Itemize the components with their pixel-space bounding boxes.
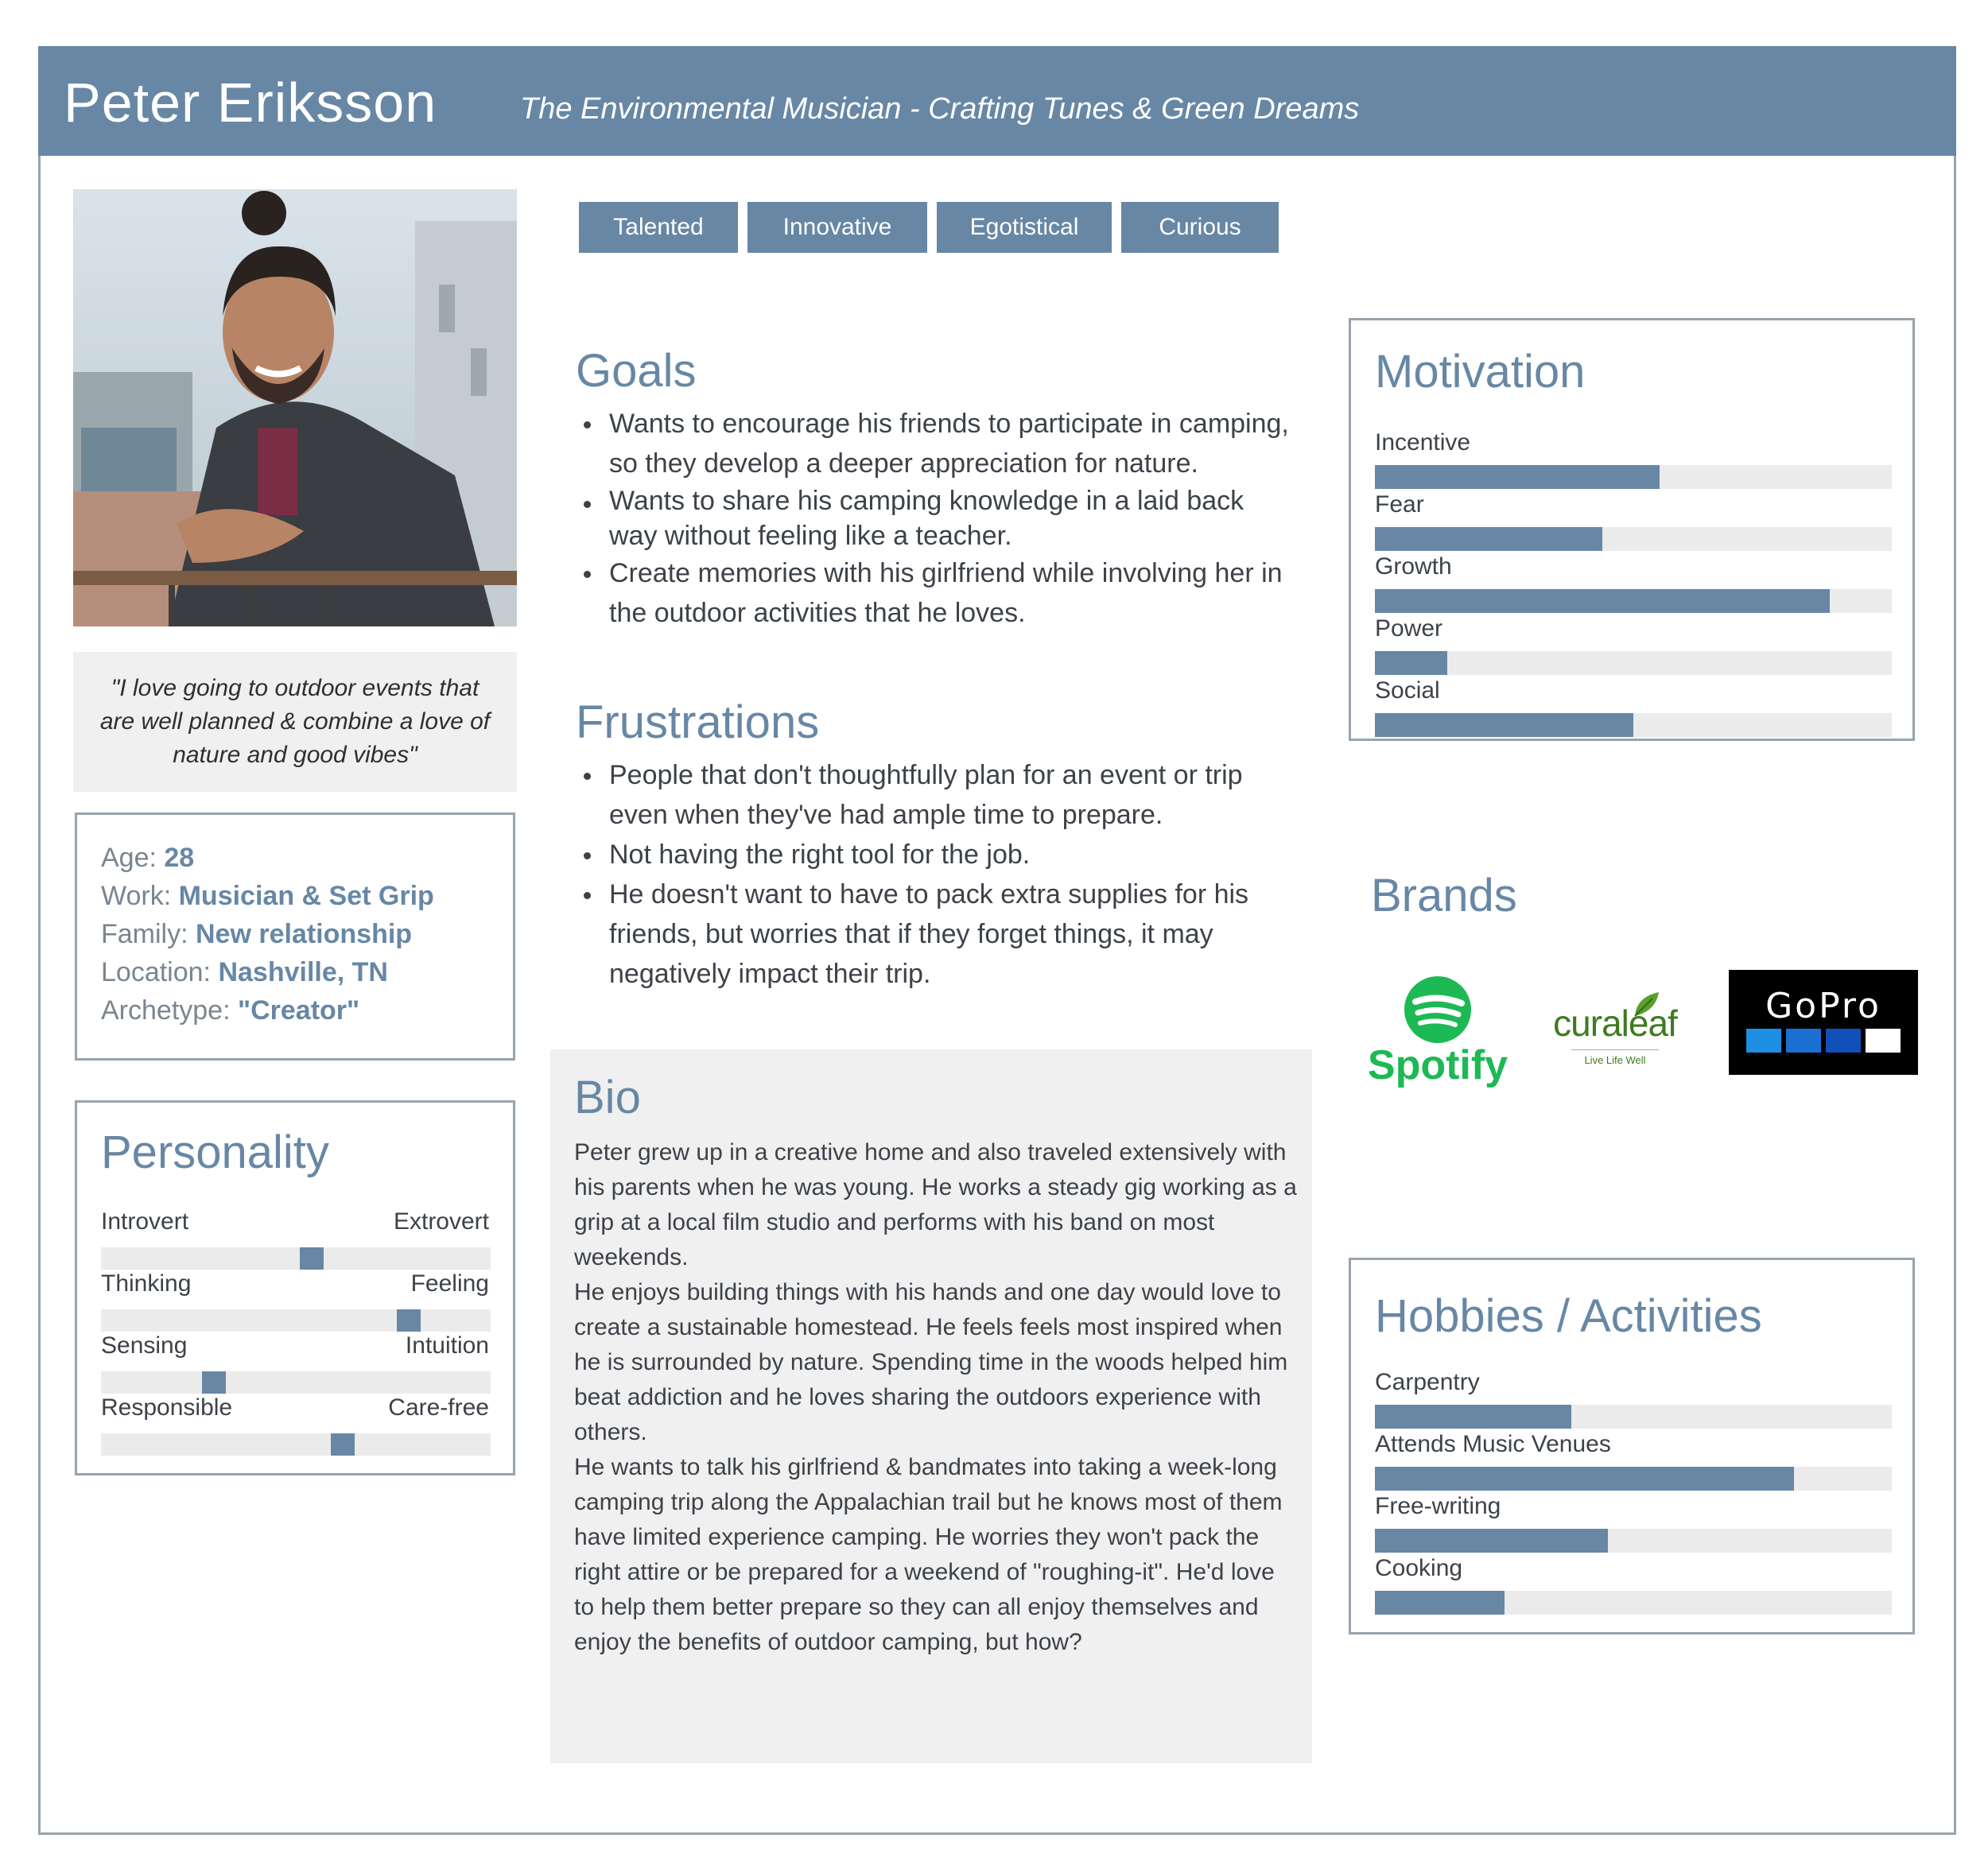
personality-scale-track: [101, 1371, 491, 1394]
persona-photo: [73, 189, 517, 626]
personality-scale-marker: [331, 1433, 355, 1456]
persona-quote: "I love going to outdoor events that are well planned & combine a love of nature and good vibes": [99, 675, 491, 768]
info-age-label: Age:: [101, 843, 165, 873]
hobby-label: Cooking: [1375, 1555, 1463, 1581]
frustration-item: He doesn't want to have to pack extra supplies for his friends, but worries that if they forget things, it may negatively impact their trip.: [580, 874, 1296, 994]
info-archetype-value: "Creator": [237, 995, 360, 1026]
personality-scale-marker: [300, 1247, 324, 1270]
motivation-bar-track: [1375, 651, 1892, 675]
goal-item: Wants to share his camping knowledge in a laid back way without feeling like a teacher.: [580, 483, 1296, 553]
frustrations-title: Frustrations: [576, 696, 820, 748]
gopro-square: [1826, 1029, 1861, 1053]
motivation-label: Growth: [1375, 553, 1452, 580]
trait-tag: Innovative: [747, 202, 927, 253]
hobby-bar-fill: [1375, 1529, 1608, 1553]
trait-tag: Egotistical: [937, 202, 1112, 253]
personality-right-label: Feeling: [410, 1270, 489, 1297]
personality-scale-marker: [202, 1371, 226, 1394]
motivation-bar-track: [1375, 527, 1892, 551]
gopro-square: [1746, 1029, 1781, 1053]
hobby-bar-track: [1375, 1591, 1892, 1615]
gopro-square: [1786, 1029, 1821, 1053]
bio-title: Bio: [574, 1072, 641, 1123]
motivation-label: Power: [1375, 615, 1443, 642]
hobby-bar-fill: [1375, 1467, 1794, 1491]
hobby-label: Carpentry: [1375, 1369, 1480, 1395]
bio-paragraph: He enjoys building things with his hands and one day would love to create a sustainable homestead. He feels feels most inspired when he is surrounded by nature. Spending time in the woods helped him beat addiction and he loves sharing the outdoors experience with others.: [574, 1279, 1288, 1445]
info-location-label: Location:: [101, 957, 219, 987]
personality-title: Personality: [101, 1127, 329, 1178]
personality-box: [75, 1100, 515, 1476]
bio-box: [550, 1049, 1312, 1763]
gopro-wordmark: GoPro: [1765, 986, 1881, 1026]
motivation-bar-track: [1375, 713, 1892, 737]
motivation-bar-fill: [1375, 465, 1660, 489]
motivation-box: [1349, 318, 1915, 741]
frustration-item: People that don't thoughtfully plan for an event or trip even when they've had ample time to prepare.: [580, 755, 1296, 835]
hobby-label: Attends Music Venues: [1375, 1431, 1611, 1457]
personality-left-label: Responsible: [101, 1394, 233, 1421]
goal-item: Create memories with his girlfriend while involving her in the outdoor activities that he loves.: [580, 553, 1296, 633]
motivation-bar-track: [1375, 465, 1892, 489]
info-location-value: Nashville, TN: [218, 957, 388, 987]
motivation-bar-fill: [1375, 589, 1830, 613]
spotify-wordmark: Spotify: [1367, 1042, 1508, 1088]
personality-right-label: Intuition: [405, 1332, 489, 1359]
info-archetype: [101, 991, 489, 1030]
motivation-title: Motivation: [1375, 346, 1586, 397]
motivation-bar-track: [1375, 589, 1892, 613]
personality-left-label: Thinking: [101, 1270, 192, 1297]
info-family: [101, 915, 489, 953]
curaleaf-wordmark: curaleaf: [1553, 1002, 1677, 1044]
goals-title: Goals: [576, 345, 697, 397]
trait-tag: Talented: [579, 202, 738, 253]
info-location: [101, 953, 489, 991]
brands-title: Brands: [1371, 870, 1517, 921]
info-work-label: Work:: [101, 881, 179, 911]
info-age: [101, 839, 489, 877]
motivation-label: Fear: [1375, 491, 1424, 518]
info-work-value: Musician & Set Grip: [178, 881, 434, 911]
hobby-bar-fill: [1375, 1405, 1571, 1429]
personality-right-label: Care-free: [388, 1394, 489, 1421]
goal-item: Wants to encourage his friends to participate in camping, so they develop a deeper appreciation for nature.: [580, 404, 1296, 483]
personality-left-label: Introvert: [101, 1208, 189, 1235]
hobbies-title: Hobbies / Activities: [1375, 1290, 1762, 1342]
trait-tag: Curious: [1121, 202, 1279, 253]
persona-name: Peter Eriksson: [64, 72, 437, 134]
persona-photo-illustration: [73, 189, 517, 626]
hobby-bar-track: [1375, 1467, 1892, 1491]
motivation-label: Incentive: [1375, 429, 1471, 456]
frustration-item: Not having the right tool for the job.: [580, 835, 1296, 874]
personality-scale-marker: [397, 1309, 421, 1332]
info-archetype-label: Archetype:: [101, 995, 238, 1026]
motivation-bar-fill: [1375, 713, 1633, 737]
info-family-value: New relationship: [196, 919, 413, 949]
bio-text: [574, 1135, 1298, 1660]
info-work: [101, 877, 489, 915]
bio-paragraph: Peter grew up in a creative home and also traveled extensively with his parents when he was young. He works a steady gig working as a grip at a local film studio and performs with his band on most weekends.: [574, 1139, 1297, 1270]
motivation-label: Social: [1375, 677, 1440, 704]
personality-scale-track: [101, 1433, 491, 1456]
gopro-square: [1866, 1029, 1901, 1053]
personality-left-label: Sensing: [101, 1332, 188, 1359]
motivation-bar-fill: [1375, 651, 1447, 675]
info-age-value: 28: [164, 843, 195, 873]
quote-box: [73, 652, 517, 792]
persona-tagline: The Environmental Musician - Crafting Tunes & Green Dreams: [520, 92, 1360, 126]
bio-paragraph: He wants to talk his girlfriend & bandmates into taking a week-long camping trip along the Appalachian trail but he knows most of them have limited experience camping. He worries they won't pack the right attire or be prepared for a weekend of "roughing-it". He'd love to help them better prepare so they can all enjoy themselves and enjoy the benefits of outdoor camping, but how?: [574, 1454, 1283, 1655]
personality-right-label: Extrovert: [393, 1208, 489, 1235]
goals-list: [580, 404, 1296, 633]
demographics-box: [75, 812, 515, 1061]
info-family-label: Family:: [101, 919, 196, 949]
hobby-label: Free-writing: [1375, 1493, 1501, 1519]
personality-scale-track: [101, 1309, 491, 1332]
hobby-bar-track: [1375, 1405, 1892, 1429]
curaleaf-tagline: Live Life Well: [1571, 1049, 1659, 1068]
curaleaf-logo: [1547, 989, 1683, 1076]
trait-tags: [579, 202, 1279, 253]
motivation-bar-fill: [1375, 527, 1602, 551]
hobby-bar-track: [1375, 1529, 1892, 1553]
personality-scale-track: [101, 1247, 491, 1270]
hobby-bar-fill: [1375, 1591, 1505, 1615]
frustrations-list: [580, 755, 1296, 994]
spotify-logo: [1366, 976, 1509, 1094]
hobbies-box: [1349, 1258, 1915, 1635]
gopro-logo: [1729, 970, 1918, 1075]
